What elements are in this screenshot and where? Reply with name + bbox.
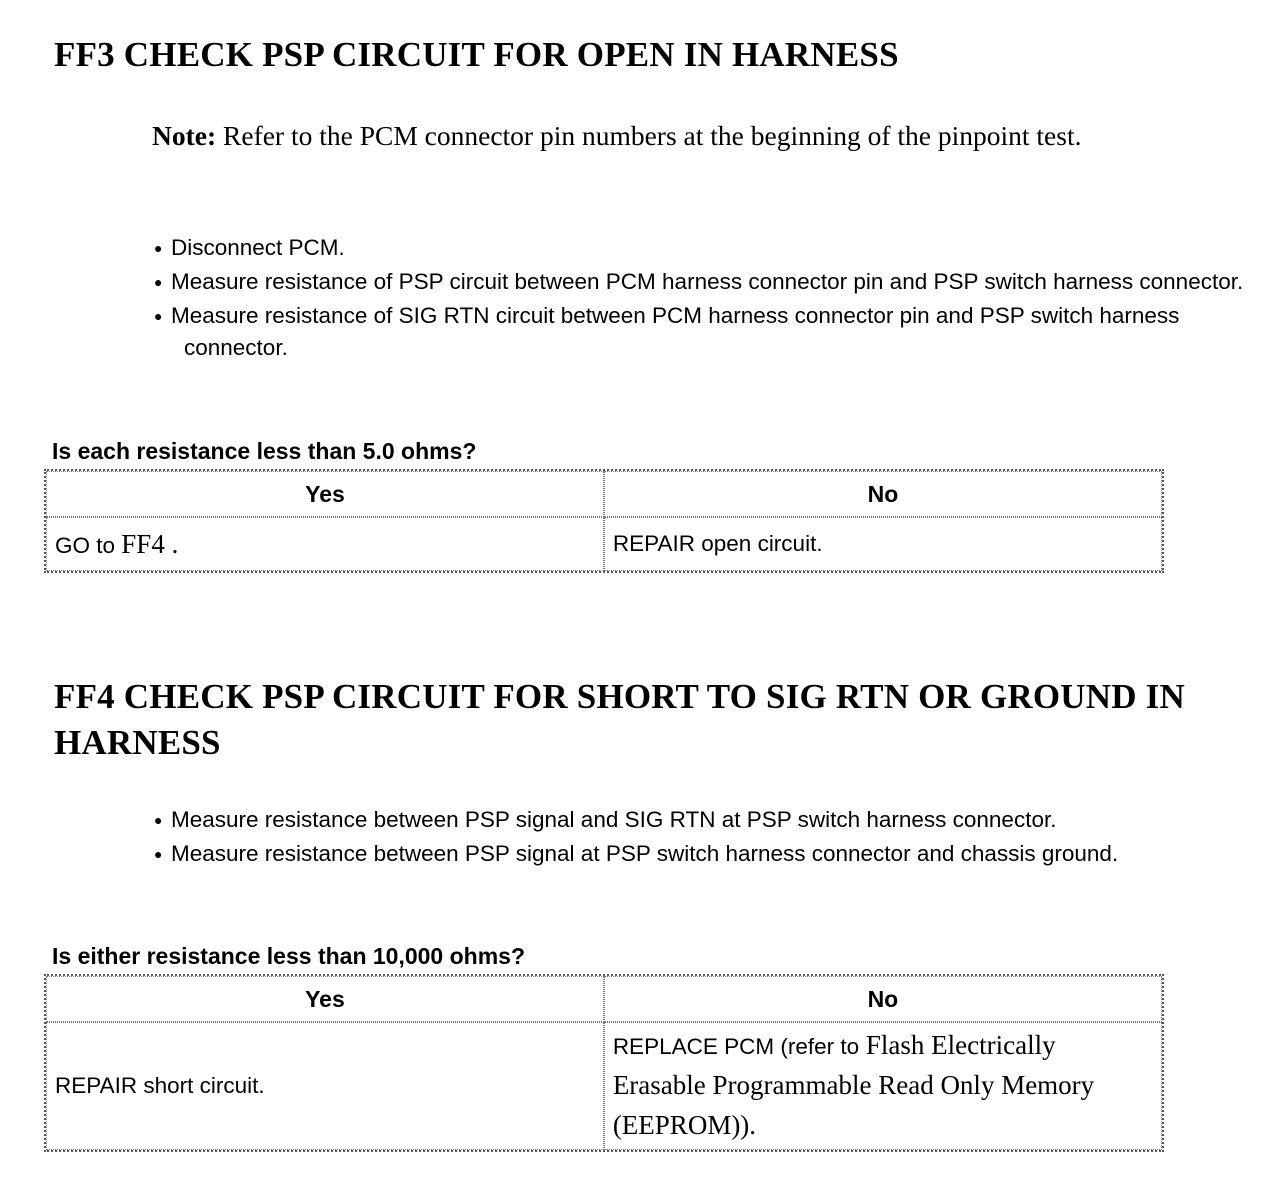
ff3-step-list (136, 232, 1246, 366)
ff4-link[interactable]: FF4 . (121, 528, 179, 559)
yes-cell (46, 1022, 604, 1150)
note-text: Refer to the PCM connector pin numbers at the beginning of the pinpoint test. (216, 120, 1082, 151)
ff4-result-table (44, 974, 1164, 1152)
list-item (136, 232, 1246, 264)
no-header: No (604, 471, 1162, 517)
bullet-icon: ● (154, 846, 163, 862)
note-label: Note: (152, 120, 217, 151)
ff3-result-table (44, 469, 1164, 573)
no-cell (604, 517, 1162, 571)
bullet-icon: ● (154, 240, 163, 256)
no-action-text: REPAIR open circuit. (612, 531, 823, 556)
step-text: Measure resistance of SIG RTN circuit between PCM harness connector pin and PSP switch harness connector. (171, 303, 1180, 360)
bullet-icon: ● (154, 812, 163, 828)
step-text: Measure resistance between PSP signal and SIG RTN at PSP switch harness connector. (171, 807, 1057, 832)
yes-header: Yes (46, 471, 604, 517)
ff4-heading: FF4 CHECK PSP CIRCUIT FOR SHORT TO SIG RTN OR GROUND IN HARNESS (54, 677, 1185, 762)
ff3-question: Is each resistance less than 5.0 ohms? (52, 438, 477, 464)
yes-action-text: GO to (55, 532, 122, 558)
ff4-step-list (136, 804, 1266, 872)
step-text: Measure resistance of PSP circuit between PCM harness connector pin and PSP switch harness connector. (171, 269, 1244, 294)
step-text: Measure resistance between PSP signal at PSP switch harness connector and chassis ground. (171, 841, 1119, 866)
yes-action-text: REPAIR short circuit. (55, 1073, 265, 1098)
list-item (136, 804, 1266, 836)
list-item (136, 838, 1266, 870)
eeprom-link[interactable]: Flash Electrically Erasable Programmable Read Only Memory (EEPROM)). (612, 1030, 1095, 1140)
step-text: Disconnect PCM. (171, 235, 345, 260)
table-row (46, 517, 1162, 571)
bullet-icon: ● (154, 274, 163, 290)
yes-cell (46, 517, 604, 571)
no-action-text: REPLACE PCM (refer to (612, 1034, 860, 1059)
yes-header: Yes (46, 976, 604, 1022)
list-item (136, 266, 1246, 298)
ff3-heading: FF3 CHECK PSP CIRCUIT FOR OPEN IN HARNESS (54, 35, 899, 74)
table-row (46, 1022, 1162, 1150)
no-header: No (604, 976, 1162, 1022)
bullet-icon: ● (154, 308, 163, 324)
no-cell (604, 1022, 1162, 1150)
ff4-question: Is either resistance less than 10,000 ohms? (52, 943, 526, 969)
table-header-row (46, 976, 1162, 1022)
table-header-row (46, 471, 1162, 517)
ff3-note (152, 116, 1232, 156)
list-item (136, 300, 1246, 364)
